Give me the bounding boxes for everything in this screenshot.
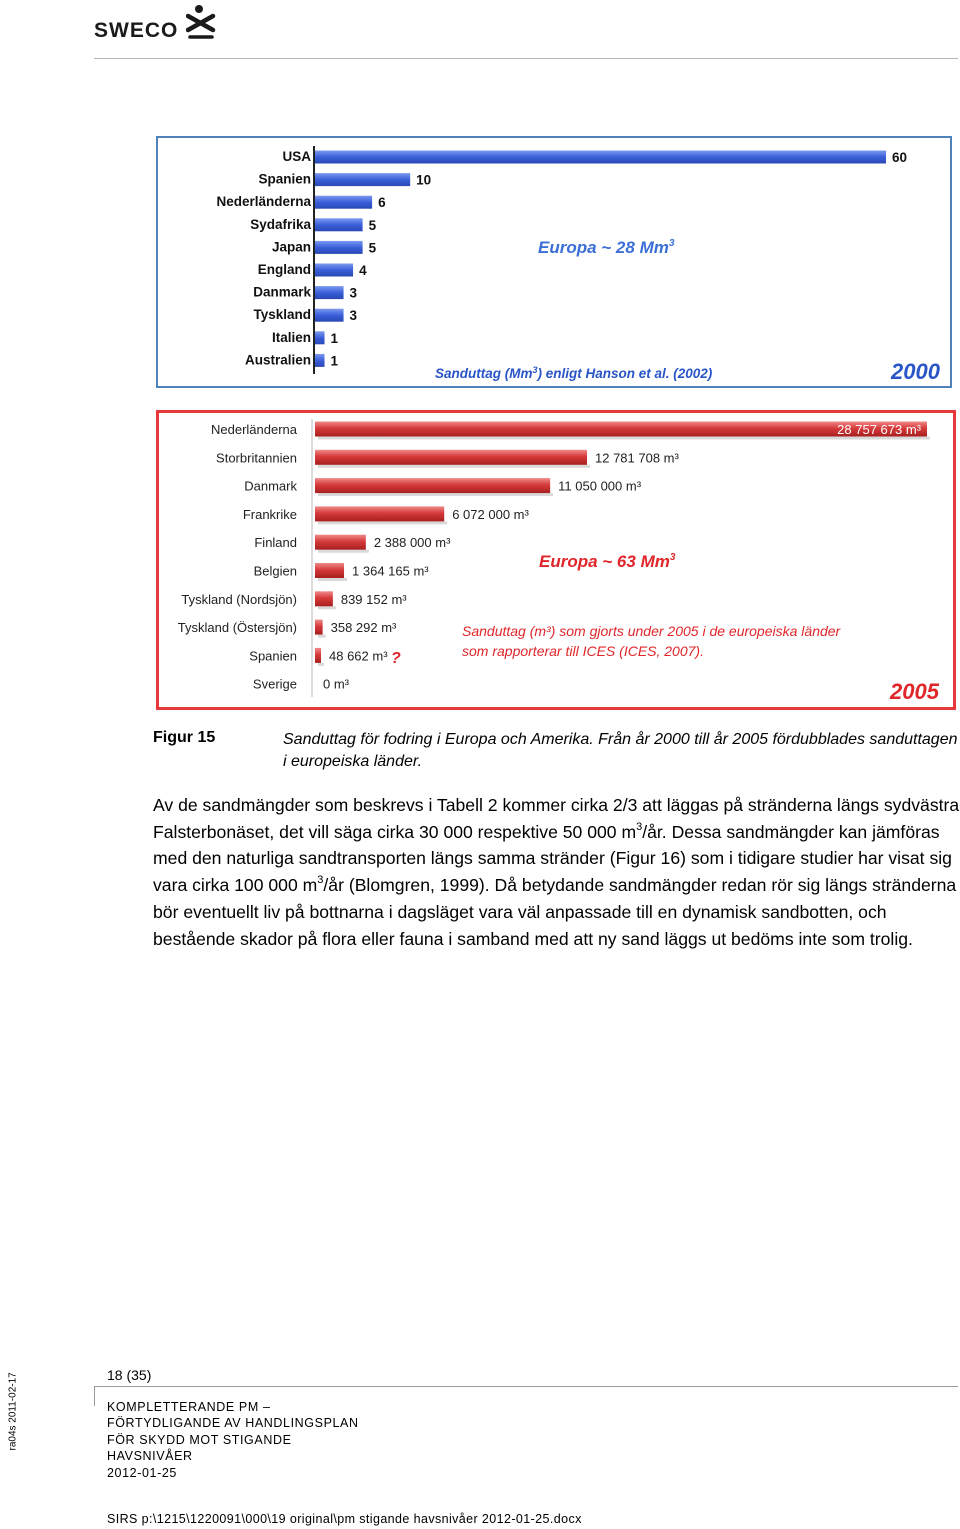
bar — [315, 648, 321, 663]
category-label: Frankrike — [242, 506, 297, 522]
category-label: Nederländerna — [210, 422, 297, 437]
chart-2005 — [159, 413, 953, 707]
bar-shadow — [318, 663, 324, 666]
template-code: ra04s 2011-02-17 — [7, 1372, 19, 1451]
bar — [315, 218, 363, 231]
category-label: Spanien — [258, 171, 311, 187]
file-path: SIRS p:\1215\1220091\000\19 original\pm stigande havsnivåer 2012-01-25.docx — [107, 1512, 582, 1526]
bar — [315, 173, 410, 186]
category-label: Storbritannien — [216, 450, 297, 466]
bar-shadow — [318, 493, 553, 496]
bar — [315, 309, 344, 322]
value-label: 6 072 000 m³ — [452, 506, 529, 522]
value-label: 0 m³ — [323, 676, 349, 692]
body-text-part-1: Av de sandmängder som beskrevs i Tabell 2 kommer cirka 2/3 att läggas på stränderna längs sydvästra Falsterbonäset, det vill säga cirka 30 000 respektive 50 000 m — [153, 795, 960, 842]
value-label: 3 — [349, 285, 358, 301]
bar-shadow — [318, 606, 336, 609]
category-label: Sverige — [252, 676, 297, 692]
category-label: Australien — [244, 352, 311, 368]
value-label: 358 292 m³ — [330, 620, 397, 636]
bar — [315, 422, 927, 437]
bar — [315, 450, 587, 465]
value-label: 5 — [368, 217, 377, 233]
chart-2000-panel — [156, 136, 952, 388]
document-title-line: KOMPLETTERANDE PM – — [107, 1400, 271, 1414]
document-title — [107, 1399, 359, 1481]
year-label-2000: 2000 — [891, 359, 940, 384]
bar — [315, 591, 333, 606]
bar — [315, 506, 444, 521]
page-number: 18 (35) — [107, 1367, 152, 1383]
bar — [315, 241, 363, 254]
value-label: 1 — [330, 330, 339, 346]
value-label: 48 662 m³ — [329, 648, 388, 664]
category-label: Japan — [271, 239, 311, 255]
category-label: Tyskland — [253, 307, 311, 323]
value-label: 3 — [349, 308, 358, 324]
value-label: 839 152 m³ — [340, 591, 407, 607]
value-label: 1 364 165 m³ — [352, 563, 429, 579]
value-label: 11 050 000 m³ — [558, 478, 642, 494]
chart-2005-panel — [156, 410, 956, 710]
bar — [315, 620, 323, 635]
category-label: Danmark — [253, 284, 311, 300]
bar — [315, 264, 353, 277]
value-label: 4 — [359, 263, 367, 278]
sweco-person-icon — [186, 4, 216, 40]
body-paragraph — [153, 792, 960, 952]
category-label: England — [257, 262, 311, 277]
category-label: Italien — [271, 329, 311, 345]
bar — [315, 286, 344, 299]
footer-divider — [94, 1386, 958, 1387]
source-note-2005-line2: som rapporterar till ICES (ICES, 2007). — [462, 643, 704, 659]
bar — [315, 535, 366, 550]
category-label: Tyskland (Nordsjön) — [181, 591, 297, 607]
bar-shadow — [318, 635, 326, 638]
document-title-line: HAVSNIVÅER — [107, 1449, 193, 1464]
category-label: Finland — [254, 535, 297, 551]
value-label: 28 757 673 m³ — [837, 422, 921, 437]
document-title-line: FÖRTYDLIGANDE AV HANDLINGSPLAN — [107, 1416, 359, 1431]
bar — [315, 478, 550, 493]
value-label: 2 388 000 m³ — [373, 535, 451, 551]
body-text-part-3: /år (Blomgren, 1999). Då betydande sandmängder redan rör sig längs stränderna bör eventuellt liv på bottnarna i dagsläget vara väl anpassade till en dynamisk sandbotten, och bestående skador på flora eller fauna i samband med att ny sand läggs ut bedöms inte som trolig. — [153, 875, 957, 949]
category-label: Tyskland (Östersjön) — [177, 620, 297, 636]
europe-total-2000: Europa ~ 28 Mm$^3$ — [538, 238, 675, 257]
bar — [315, 354, 325, 367]
document-date: 2012-01-25 — [107, 1465, 177, 1480]
source-note-2005-line1: Sanduttag (m³) som gjorts under 2005 i de europeiska länder — [462, 623, 841, 639]
chart-2000 — [158, 138, 950, 386]
category-label: Sydafrika — [250, 216, 311, 232]
superscript: 3 — [317, 874, 324, 887]
figure-caption: Sanduttag för fodring i Europa och Amerika. Från år 2000 till år 2005 fördubblades sanduttagen i europeiska länder. — [283, 731, 958, 770]
document-title-line: FÖR SKYDD MOT STIGANDE — [107, 1432, 292, 1447]
value-label: 60 — [892, 150, 908, 165]
sweco-logo — [94, 4, 224, 44]
bar-shadow — [318, 521, 447, 524]
category-label: Belgien — [253, 563, 297, 579]
bar — [315, 196, 372, 209]
bar-shadow — [318, 465, 590, 468]
figure-label: Figur 15 — [153, 729, 216, 746]
superscript: 3 — [636, 820, 643, 833]
logo-text: SWECO — [94, 19, 179, 42]
bar-shadow — [318, 578, 347, 581]
value-label: 5 — [368, 240, 377, 256]
year-label-2005: 2005 — [890, 679, 939, 704]
value-label: 6 — [378, 195, 386, 211]
value-label: 1 — [330, 353, 339, 369]
category-label: Danmark — [244, 478, 297, 494]
footer-divider-tick — [94, 1386, 95, 1406]
bar-shadow — [318, 550, 369, 553]
category-label: Spanien — [249, 648, 297, 664]
header-divider — [94, 58, 958, 59]
body-text-part-2: /år. Dessa sandmängder kan jämföras med den naturliga sandtransporten längs samma stränder (Figur 16) som i tidigare studier har visat sig vara cirka 100 000 m — [153, 821, 952, 896]
source-note-2000: Sanduttag (Mm$^3$) enligt Hanson et al. (2002) — [435, 365, 713, 381]
question-mark: ? — [391, 650, 401, 667]
category-label: Nederländerna — [216, 194, 311, 210]
value-label: 12 781 708 m³ — [595, 450, 679, 466]
value-label: 10 — [416, 172, 432, 188]
europe-total-2005: Europa ~ 63 Mm$^3$ — [539, 552, 676, 571]
bar — [315, 331, 325, 344]
category-label: USA — [282, 149, 311, 164]
bar — [315, 151, 886, 164]
bar — [315, 563, 344, 578]
